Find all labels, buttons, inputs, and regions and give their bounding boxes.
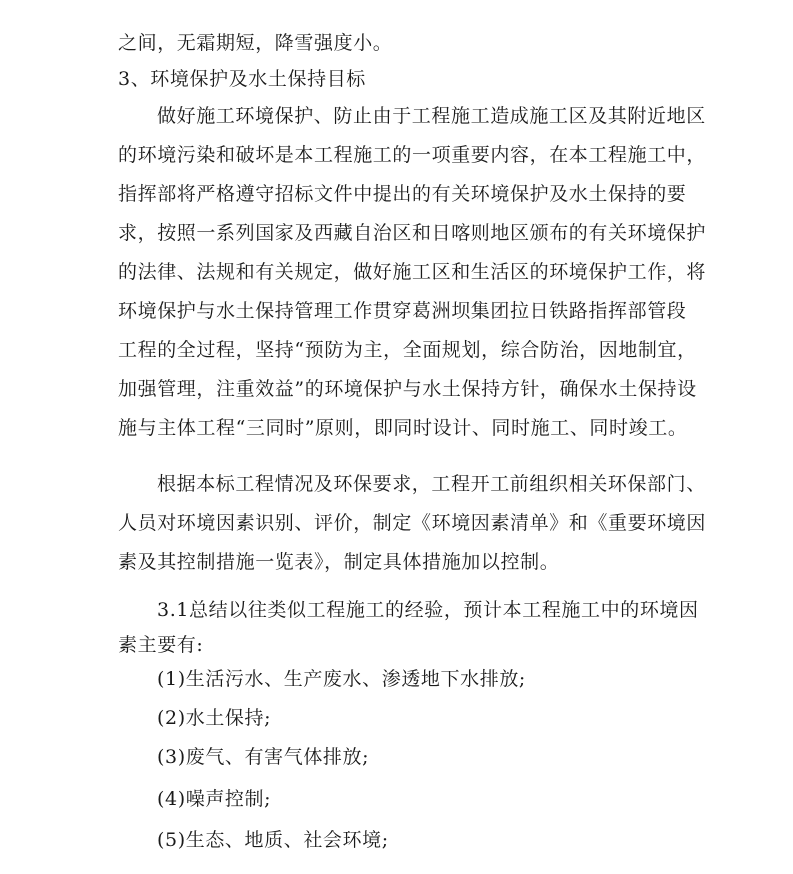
paragraph-line: 环境保护与水土保持管理工作贯穿葛洲坝集团拉日铁路指挥部管段	[118, 300, 687, 322]
continuation-text: 之间，无霜期短，降雪强度小。	[118, 32, 393, 54]
paragraph-line: 的环境污染和破坏是本工程施工的一项重要内容，在本工程施工中，	[118, 144, 707, 166]
paragraph-line: 人员对环境因素识别、评价，制定《环境因素清单》和《重要环境因	[118, 512, 707, 534]
paragraph-line: 素及其控制措施一览表》，制定具体措施加以控制。	[118, 551, 560, 573]
paragraph-line: 根据本标工程情况及环保要求，工程开工前组织相关环保部门、	[157, 473, 706, 495]
paragraph-line: 工程的全过程，坚持“预防为主，全面规划，综合防治，因地制宜，	[118, 339, 697, 361]
paragraph-line: 加强管理，注重效益”的环境保护与水土保持方针，确保水土保持设	[118, 378, 697, 400]
list-item: (5)生态、地质、社会环境;	[157, 829, 389, 851]
list-item: (4)噪声控制;	[157, 788, 272, 810]
list-item: (3)废气、有害气体排放;	[157, 746, 370, 768]
paragraph-line: 素主要有:	[118, 634, 204, 656]
list-item: (2)水土保持;	[157, 707, 272, 729]
paragraph-line: 求，按照一系列国家及西藏自治区和日喀则地区颁布的有关环境保护	[118, 222, 707, 244]
section-heading: 3、环境保护及水土保持目标	[118, 68, 366, 90]
list-item: (1)生活污水、生产废水、渗透地下水排放;	[157, 668, 526, 690]
paragraph-line: 做好施工环境保护、防止由于工程施工造成施工区及其附近地区	[157, 105, 706, 127]
paragraph-line: 指挥部将严格遵守招标文件中提出的有关环境保护及水土保持的要	[118, 183, 687, 205]
paragraph-line: 施与主体工程“三同时”原则，即同时设计、同时施工、同时竣工。	[118, 417, 688, 439]
paragraph-line: 的法律、法规和有关规定，做好施工区和生活区的环境保护工作，将	[118, 261, 707, 283]
paragraph-line: 3.1总结以往类似工程施工的经验，预计本工程施工中的环境因	[157, 599, 699, 621]
